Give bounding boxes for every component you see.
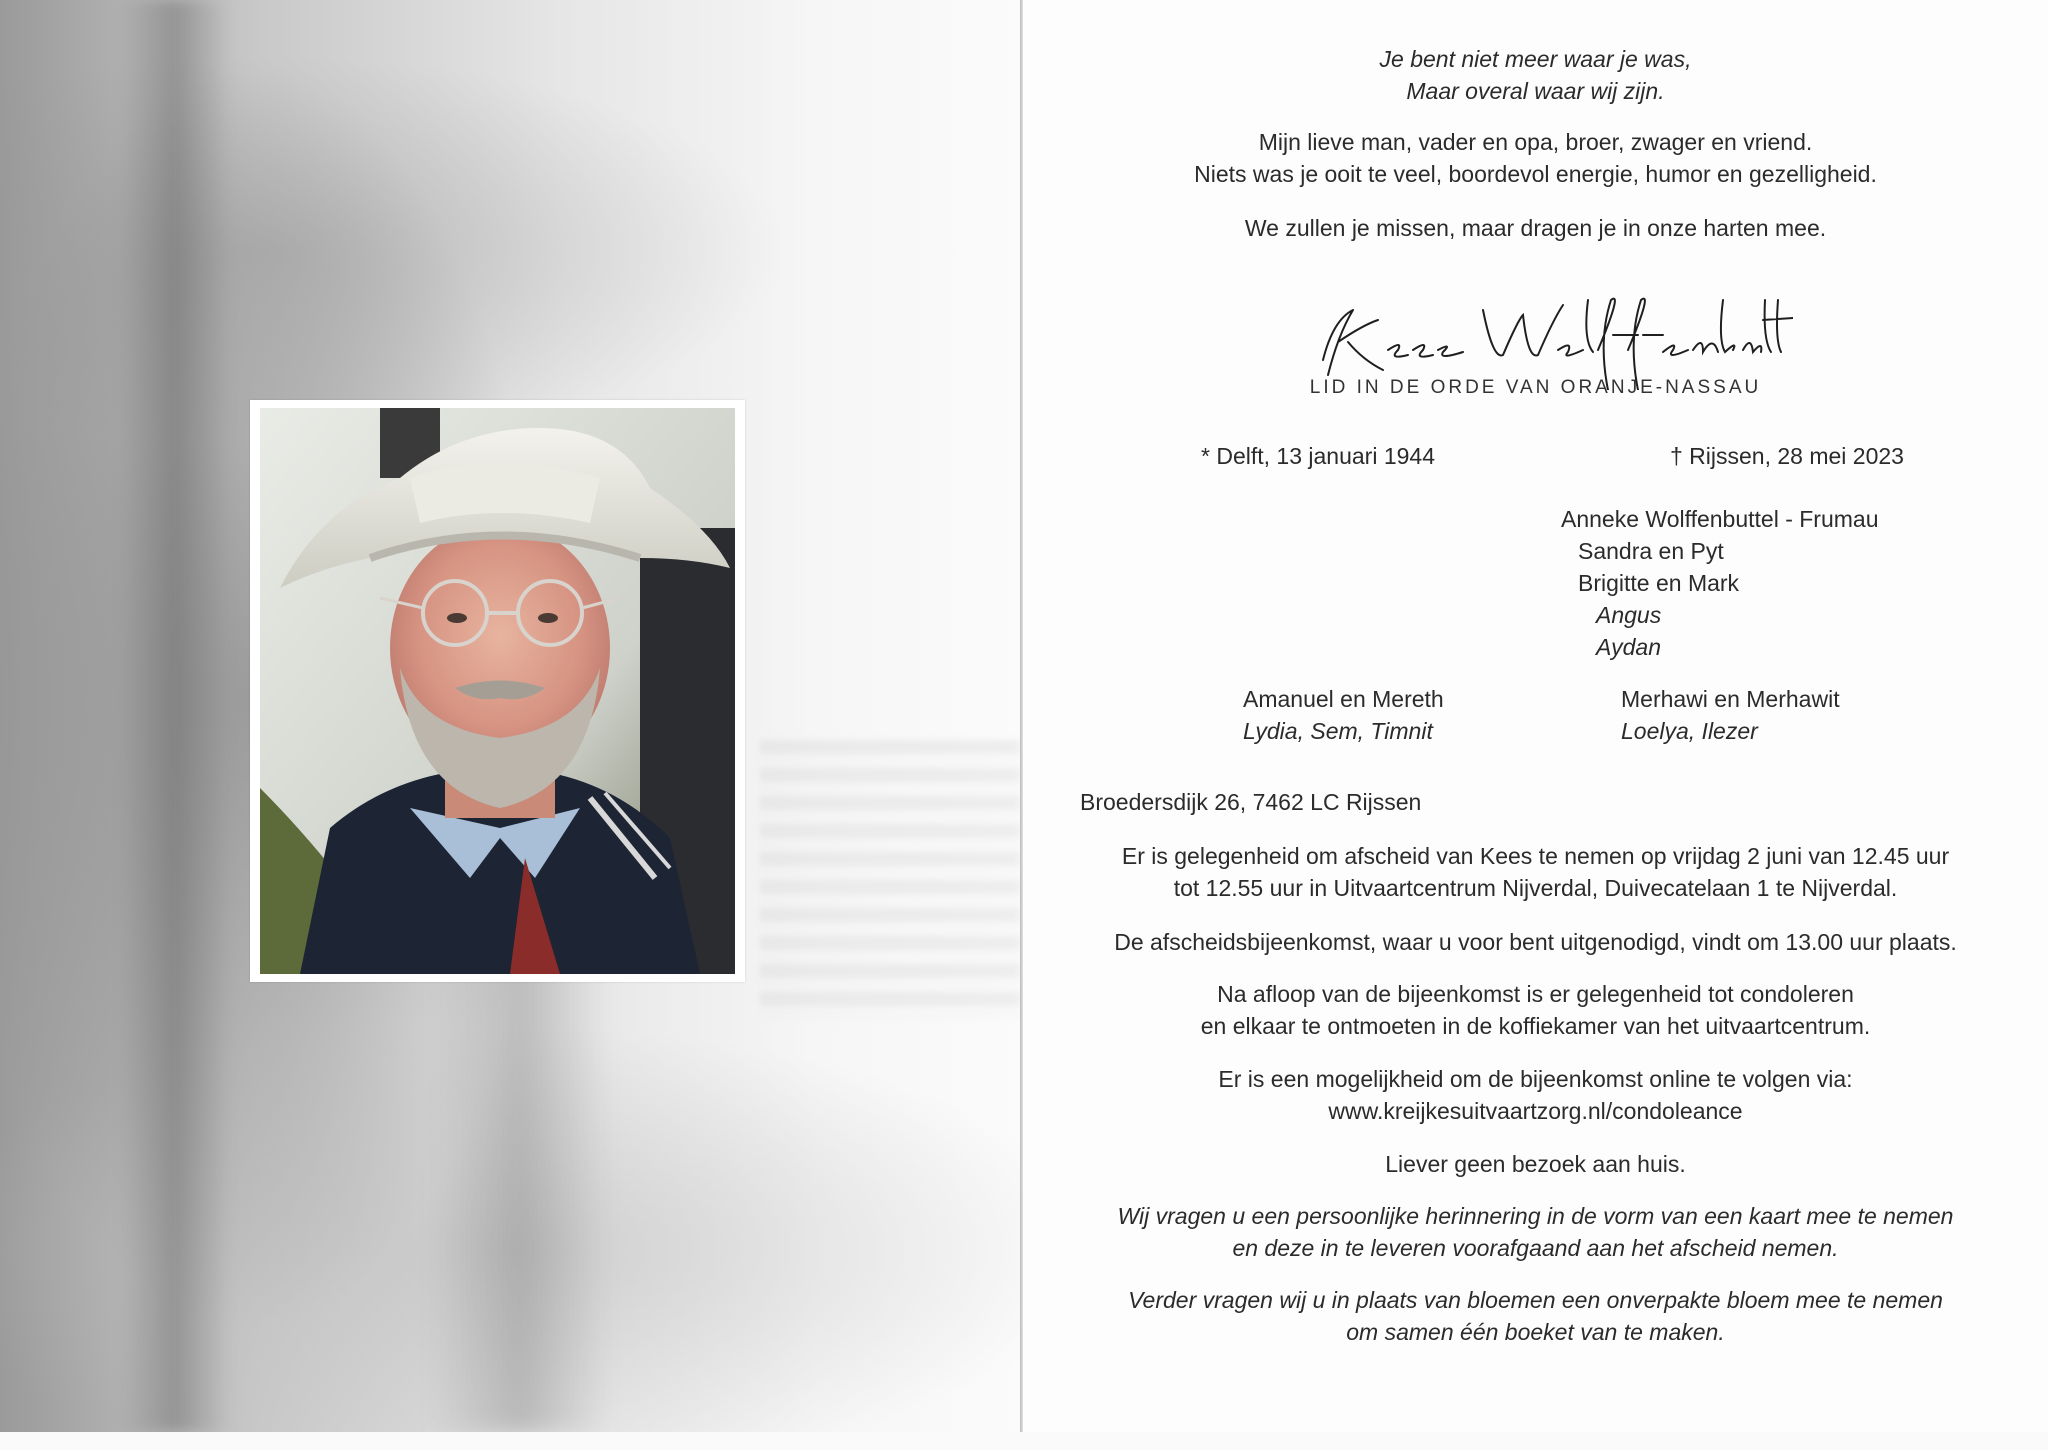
children: Brigitte en Mark (1578, 570, 1740, 596)
birth-date: * Delft, 13 januari 1944 (1201, 443, 1435, 469)
address: Broedersdijk 26, 7462 LC Rijssen (1080, 789, 1422, 815)
portrait-frame (250, 400, 745, 982)
tree-trunk-shadow (120, 0, 230, 1432)
name-signature (1293, 280, 1793, 390)
flower-request (1023, 1284, 2048, 1348)
poem-line: Je bent niet meer waar je was, (1379, 46, 1692, 72)
memory-line: en deze in te leveren voorafgaand aan het afscheid nemen. (1232, 1235, 1839, 1261)
honour-title: LID IN DE ORDE VAN ORANJE-NASSAU (1309, 377, 1762, 398)
background-photo (0, 0, 1020, 1432)
poem-line: Maar overal waar wij zijn. (1406, 78, 1665, 104)
text-panel (1023, 0, 2048, 1432)
memory-card-request (1023, 1200, 2048, 1264)
online-info (1023, 1063, 2048, 1127)
tribute-line: Niets was je ooit te veel, boordevol energie, humor en gezelligheid. (1194, 161, 1877, 187)
missing-text: We zullen je missen, maar dragen je in onze harten mee. (1244, 215, 1827, 241)
scan-margin (0, 1432, 2048, 1450)
grandchildren: Lydia, Sem, Timnit (1243, 718, 1433, 744)
condolence-line: en elkaar te ontmoeten in de koffiekamer van het uitvaartcentrum. (1200, 1013, 1871, 1039)
family-couple: Merhawi en Merhawit (1621, 686, 1840, 712)
farewell-line: tot 12.55 uur in Uitvaartcentrum Nijverdal, Duivecatelaan 1 te Nijverdal. (1173, 875, 1898, 901)
grandchild: Aydan (1596, 634, 1662, 660)
family-couple: Amanuel en Mereth (1243, 686, 1444, 712)
death-date: † Rijssen, 28 mei 2023 (1670, 443, 1904, 469)
online-url[interactable]: www.kreijkesuitvaartzorg.nl/condoleance (1328, 1098, 1743, 1124)
tribute-line: Mijn lieve man, vader en opa, broer, zwager en vriend. (1258, 129, 1813, 155)
poem (1023, 43, 2048, 107)
flower-line: Verder vragen wij u in plaats van bloemen een onverpakte bloem mee te nemen (1128, 1287, 1943, 1313)
tribute (1023, 126, 2048, 190)
flower-line: om samen één boeket van te maken. (1346, 1319, 1725, 1345)
condolence-line: Na afloop van de bijeenkomst is er gelegenheid tot condoleren (1217, 981, 1854, 1007)
snowy-path (760, 740, 1020, 1020)
online-line: Er is een mogelijkheid om de bijeenkomst online te volgen via: (1218, 1066, 1853, 1092)
grandchildren: Loelya, Ilezer (1621, 718, 1758, 744)
spouse: Anneke Wolffenbuttel - Frumau (1561, 506, 1879, 532)
grandchild: Angus (1596, 602, 1662, 628)
no-visit-notice: Liever geen bezoek aan huis. (1385, 1151, 1686, 1177)
portrait-photo (260, 408, 735, 974)
condolence-info (1023, 978, 2048, 1042)
memory-line: Wij vragen u een persoonlijke herinnering in de vorm van een kaart mee te nemen (1117, 1203, 1954, 1229)
ceremony-info: De afscheidsbijeenkomst, waar u voor bent uitgenodigd, vindt om 13.00 uur plaats. (1114, 929, 1957, 955)
children: Sandra en Pyt (1578, 538, 1724, 564)
farewell-info (1023, 840, 2048, 904)
farewell-line: Er is gelegenheid om afscheid van Kees te nemen op vrijdag 2 juni van 12.45 uur (1121, 843, 1950, 869)
